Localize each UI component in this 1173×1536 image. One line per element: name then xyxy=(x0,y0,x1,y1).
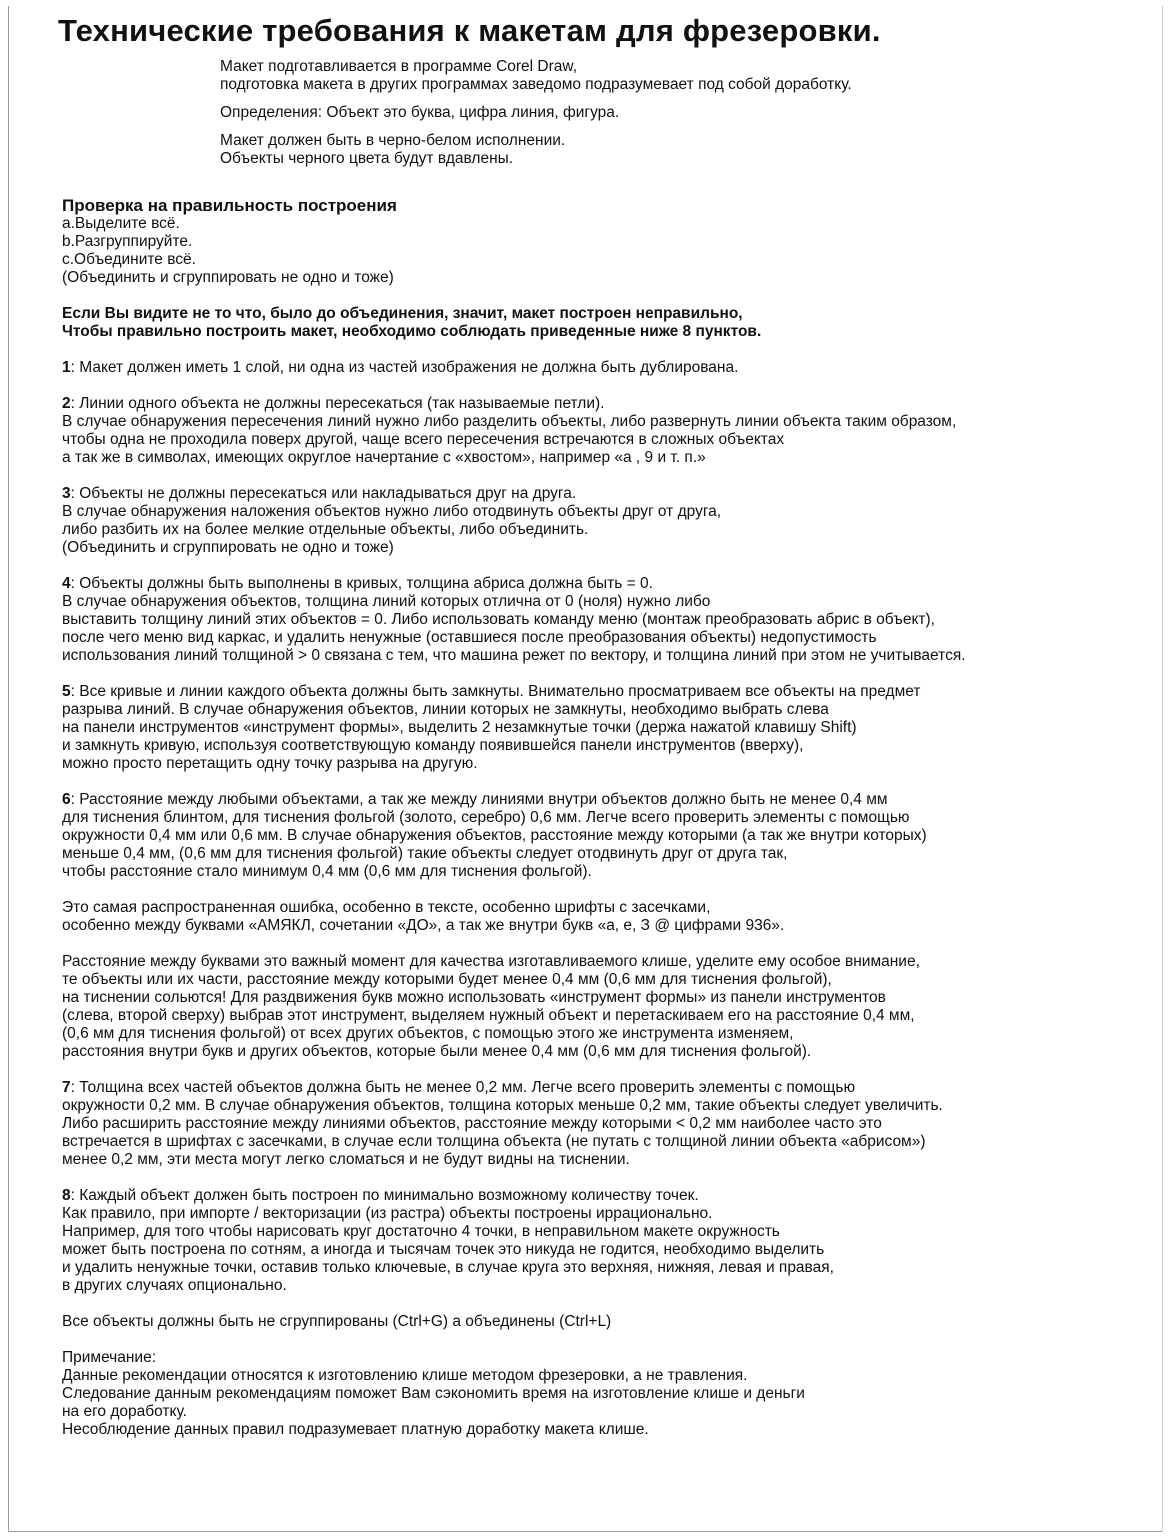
rule-number: 2 xyxy=(62,395,71,412)
rules-list xyxy=(62,1079,1162,1295)
warning-line: Чтобы правильно построить макет, необходимо соблюдать приведенные ниже 8 пунктов. xyxy=(62,323,762,340)
rule-line: окружности 0,2 мм. В случае обнаружения объектов, толщина которых меньше 0,2 мм, такие объекты следует увеличить. xyxy=(62,1097,943,1114)
rule-5 xyxy=(62,683,1162,773)
note-line: Расстояние между буквами это важный момент для качества изготавливаемого клише, уделите ему особое внимание, xyxy=(62,953,920,970)
rule-line: Либо расширить расстояние между линиями объектов, расстояние между которыми < 0,2 мм наиболее часто это xyxy=(62,1115,882,1132)
rule-number: 4 xyxy=(62,575,71,592)
remark-line: Следование данным рекомендациям поможет Вам сэкономить время на изготовление клише и деньги xyxy=(62,1385,805,1402)
rule-line: чтобы расстояние стало минимум 0,4 мм (0,6 мм для тиснения фольгой). xyxy=(62,863,592,880)
intro-line: Макет должен быть в черно-белом исполнении. xyxy=(220,132,566,149)
rule-text: : Расстояние между любыми объектами, а так же между линиями внутри объектов должно быть не менее 0,4 мм xyxy=(70,791,888,808)
remark-line: на его доработку. xyxy=(62,1403,187,1420)
rule-text: : Макет должен иметь 1 слой, ни одна из частей изображения не должна быть дублирована. xyxy=(70,359,739,376)
rule-line: В случае обнаружения наложения объектов нужно либо отодвинуть объекты друг от друга, xyxy=(62,503,722,520)
remark-section xyxy=(62,1349,1162,1439)
rule-1 xyxy=(62,359,1162,377)
remark-heading: Примечание: xyxy=(62,1349,157,1366)
rule-number: 5 xyxy=(62,683,71,700)
rule-number: 1 xyxy=(62,359,71,376)
page-title: Технические требования к макетам для фрезеровки. xyxy=(58,13,881,48)
note-line: расстояния внутри букв и других объектов, которые были менее 0,4 мм (0,6 мм для тиснения фольгой). xyxy=(62,1043,812,1060)
rule-first-line xyxy=(62,575,1162,593)
intro-line: подготовка макета в других программах заведомо подразумевает под собой доработку. xyxy=(220,76,852,93)
rule-8 xyxy=(62,1187,1162,1295)
rule-line: на панели инструментов «инструмент формы», выделить 2 незамкнутые точки (держа нажатой клавишу Shift) xyxy=(62,719,857,736)
remark-line: Несоблюдение данных правил подразумевает платную доработку макета клише. xyxy=(62,1421,649,1438)
rule-line: (Объединить и сгруппировать не одно и тоже) xyxy=(62,539,394,556)
intro-line: Макет подготавливается в программе Corel Draw, xyxy=(220,58,578,75)
rule-line: либо разбить их на более мелкие отдельные объекты, либо объединить. xyxy=(62,521,589,538)
rule-first-line xyxy=(62,683,1162,701)
note-line: (0,6 мм для тиснения фольгой) от всех других объектов, с помощью этого же инструмента изменяем, xyxy=(62,1025,794,1042)
rule-first-line xyxy=(62,395,1162,413)
check-step: c.Объедините всё. xyxy=(62,251,196,268)
check-section xyxy=(62,196,1162,287)
note-letter-spacing xyxy=(62,953,1162,1061)
rule-first-line xyxy=(62,1079,1162,1097)
warning-line: Если Вы видите не то что, было до объединения, значит, макет построен неправильно, xyxy=(62,305,743,322)
intro-definition: Определения: Объект это буква, цифра линия, фигура. xyxy=(220,104,620,121)
rules-list xyxy=(62,359,1162,881)
rule-2 xyxy=(62,395,1162,467)
rule-line: можно просто перетащить одну точку разрыва на другую. xyxy=(62,755,478,772)
note-line: особенно между буквами «АМЯКЛ, сочетании «ДО», а так же внутри букв «а, е, З @ цифрами 936». xyxy=(62,917,785,934)
rule-line: а так же в символах, имеющих округлое начертание с «хвостом», например «а , 9 и т. п.» xyxy=(62,449,706,466)
check-step: b.Разгруппируйте. xyxy=(62,233,193,250)
rule-text: : Линии одного объекта не должны пересекаться (так называемые петли). xyxy=(70,395,605,412)
check-step: a.Выделите всё. xyxy=(62,215,180,232)
rule-7 xyxy=(62,1079,1162,1169)
rule-first-line xyxy=(62,1187,1162,1205)
check-note: (Объединить и сгруппировать не одно и тоже) xyxy=(62,269,394,286)
rule-line: В случае обнаружения объектов, толщина линий которых отлична от 0 (ноля) нужно либо xyxy=(62,593,711,610)
warning-section xyxy=(62,305,1162,341)
rule-line: в других случаях опционально. xyxy=(62,1277,287,1294)
intro-line: Объекты черного цвета будут вдавлены. xyxy=(220,150,514,167)
rule-line: чтобы одна не проходила поверх другой, чаще всего пересечения встречаются в сложных объектах xyxy=(62,431,785,448)
rule-first-line xyxy=(62,791,1162,809)
rule-text: : Объекты не должны пересекаться или накладываться друг на друга. xyxy=(70,485,577,502)
note-line: Это самая распространенная ошибка, особенно в тексте, особенно шрифты с засечками, xyxy=(62,899,711,916)
rule-line: использования линий толщиной > 0 связана с тем, что машина режет по вектору, и толщина линий при этом не учитывается. xyxy=(62,647,966,664)
rule-line: для тиснения блинтом, для тиснения фольгой (золото, серебро) 0,6 мм. Легче всего проверить элементы с помощью xyxy=(62,809,910,826)
rule-line: выставить толщину линий этих объектов = 0. Либо использовать команду меню (монтаж преобразовать абрис в объект), xyxy=(62,611,935,628)
final-statement: Все объекты должны быть не сгруппированы (Ctrl+G) а объединены (Ctrl+L) xyxy=(62,1313,612,1330)
rule-line: Как правило, при импорте / векторизации (из растра) объекты построены иррационально. xyxy=(62,1205,713,1222)
rule-3 xyxy=(62,485,1162,557)
rule-4 xyxy=(62,575,1162,665)
remark-line: Данные рекомендации относятся к изготовлению клише методом фрезеровки, а не травления. xyxy=(62,1367,748,1384)
note-common-error xyxy=(62,899,1162,935)
document-body xyxy=(62,58,1162,1439)
rule-line: меньше 0,4 мм, (0,6 мм для тиснения фольгой) такие объекты следует отодвинуть друг от друга так, xyxy=(62,845,788,862)
rule-first-line xyxy=(62,485,1162,503)
intro-section xyxy=(220,58,1162,168)
rule-line: после чего меню вид каркас, и удалить ненужные (оставшиеся после преобразования объекты) недопустимость xyxy=(62,629,877,646)
rule-text: : Толщина всех частей объектов должна быть не менее 0,2 мм. Легче всего проверить элементы с помощью xyxy=(70,1079,856,1096)
note-line: (слева, второй сверху) выбрав этот инструмент, выделяем нужный объект и перетаскиваем его на расстояние 0,4 мм, xyxy=(62,1007,915,1024)
rule-line: встречается в шрифтах с засечками, в случае если толщина объекта (не путать с толщиной линии объекта «абрисом») xyxy=(62,1133,926,1150)
rule-text: : Каждый объект должен быть построен по минимально возможному количеству точек. xyxy=(70,1187,699,1204)
rule-line: менее 0,2 мм, эти места могут легко сломаться и не будут видны на тиснении. xyxy=(62,1151,630,1168)
rule-line: В случае обнаружения пересечения линий нужно либо разделить объекты, либо развернуть линии объекта таким образом, xyxy=(62,413,957,430)
rule-line: Например, для того чтобы нарисовать круг достаточно 4 точки, в неправильном макете окружность xyxy=(62,1223,780,1240)
rule-line: окружности 0,4 мм или 0,6 мм. В случае обнаружения объектов, расстояние между которыми (а так же внутри которых) xyxy=(62,827,927,844)
rule-number: 8 xyxy=(62,1187,71,1204)
note-line: на тиснении сольются! Для раздвижения букв можно использовать «инструмент формы» из панели инструментов xyxy=(62,989,886,1006)
rule-number: 7 xyxy=(62,1079,71,1096)
check-heading: Проверка на правильность построения xyxy=(62,196,397,215)
rule-line: и удалить ненужные точки, оставив только ключевые, в случае круга это верхняя, нижняя, левая и правая, xyxy=(62,1259,834,1276)
rule-text: : Объекты должны быть выполнены в кривых, толщина абриса должна быть = 0. xyxy=(70,575,653,592)
rule-line: может быть построена по сотням, а иногда и тысячам точек это никуда не годится, необходимо выделить xyxy=(62,1241,825,1258)
rule-6 xyxy=(62,791,1162,881)
rule-number: 3 xyxy=(62,485,71,502)
note-line: те объекты или их части, расстояние между которыми будет менее 0,4 мм (0,6 мм для тиснения фольгой), xyxy=(62,971,832,988)
rule-number: 6 xyxy=(62,791,71,808)
rule-line: разрыва линий. В случае обнаружения объектов, линии которых не замкнуты, необходимо выбрать слева xyxy=(62,701,829,718)
rule-line: и замкнуть кривую, используя соответствующую команду появившейся панели инструментов (вверху), xyxy=(62,737,804,754)
rule-first-line xyxy=(62,359,1162,377)
rule-text: : Все кривые и линии каждого объекта должны быть замкнуты. Внимательно просматриваем все объекты на предмет xyxy=(70,683,921,700)
